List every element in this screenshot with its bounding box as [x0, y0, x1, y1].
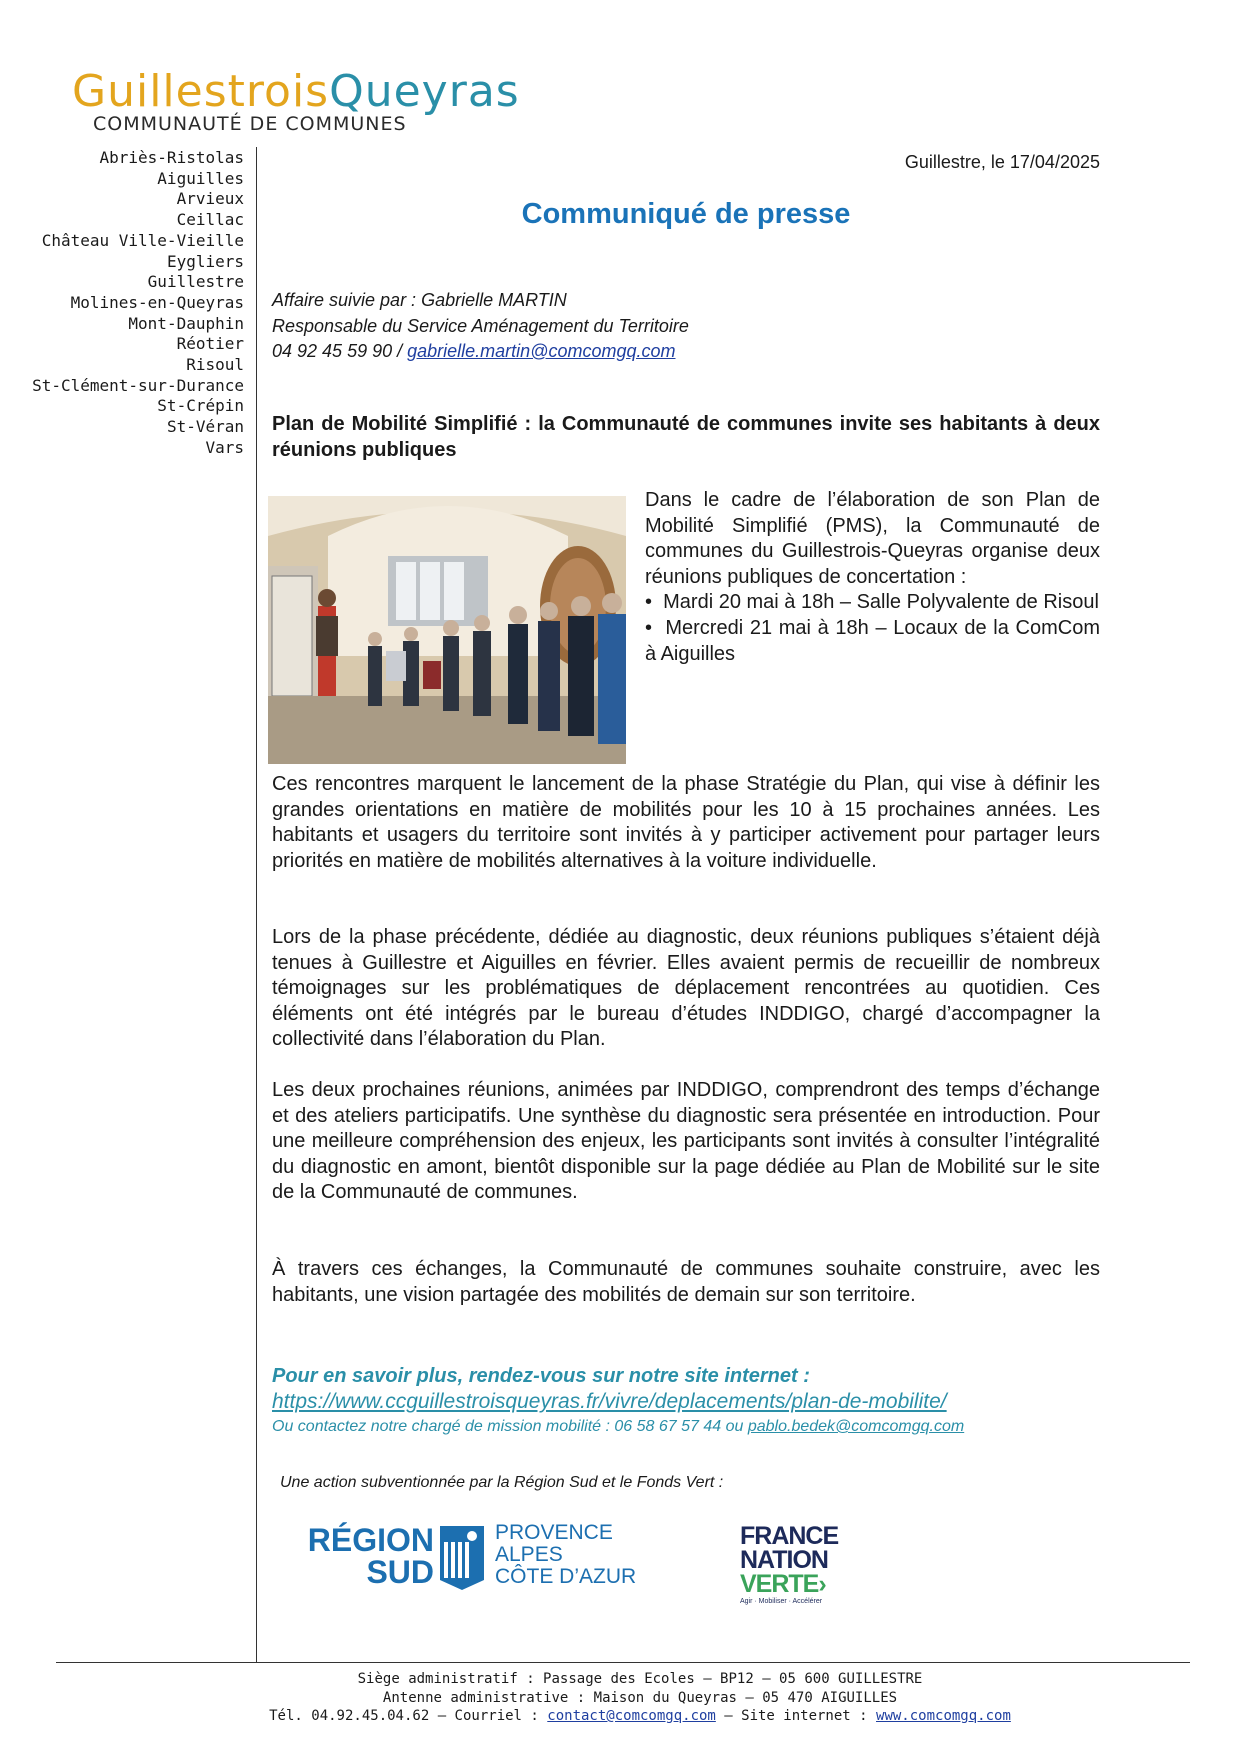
body-paragraph: À travers ces échanges, la Communauté de communes souhaite construire, avec les habitants, une vision partagée des mobilités de demain sur son territoire. — [272, 1258, 1100, 1306]
region-line2: SUD — [366, 1554, 434, 1590]
meeting-text: Mardi 20 mai à 18h – Salle Polyvalente de Risoul — [663, 591, 1099, 614]
page-title: Communiqué de presse — [521, 198, 851, 230]
region-name-provence: PROVENCE — [495, 1521, 613, 1544]
region-sud-wordmark — [294, 1524, 434, 1588]
commune-item: Molines-en-Queyras — [70, 292, 244, 312]
meeting-photo-illustration — [268, 496, 626, 764]
bullet-icon: • — [645, 616, 653, 639]
commune-item: St-Clément-sur-Durance — [32, 375, 244, 395]
document-date: Guillestre, le 17/04/2025 — [904, 152, 1100, 172]
meeting-text: Mercredi 21 mai à 18h – Locaux de la ComCom à Aiguilles — [645, 616, 1100, 665]
footer — [180, 1670, 1100, 1726]
contact-email-link[interactable]: gabrielle.martin@comcomgq.com — [407, 341, 676, 361]
logo-subtitle: COMMUNAUTÉ DE COMMUNES — [93, 113, 407, 135]
fnv-line2: NATION — [740, 1546, 828, 1574]
contact-line-phone — [272, 339, 689, 365]
fnv-wordmark — [740, 1524, 860, 1596]
sidebar-divider — [256, 147, 257, 1662]
contact-block — [272, 288, 689, 365]
fnv-arrow-icon: › — [818, 1570, 826, 1598]
footer-site-label: – Site internet : — [715, 1708, 877, 1724]
footer-website-link[interactable]: www.comcomgq.com — [876, 1708, 1011, 1724]
commune-item: Eygliers — [166, 251, 244, 271]
commune-item: Ceillac — [176, 210, 244, 230]
more-info-contact-text: Ou contactez notre chargé de mission mobilité : 06 58 67 57 44 ou — [272, 1418, 748, 1435]
press-heading: Plan de Mobilité Simplifié : la Communauté de communes invite ses habitants à deux réunions publiques — [272, 413, 1100, 461]
footer-line-contact — [180, 1707, 1100, 1726]
commune-item: Risoul — [186, 355, 244, 375]
logo-title — [72, 66, 520, 117]
commune-item: Château Ville-Vieille — [41, 230, 244, 250]
footer-line-headquarters: Siège administratif : Passage des Ecoles – BP12 – 05 600 GUILLESTRE — [357, 1671, 923, 1687]
body-paragraph: Les deux prochaines réunions, animées par INDDIGO, comprendront des temps d’échange et des ateliers participatifs. Une synthèse du diagnostic sera présentée en introduction. Pour une meilleure compréhension des enjeux, les participants sont invités à consulter l’intégralité du diagnostic en amont, bientôt disponible sur la page dédiée au Plan de Mobilité sur le site de la Communauté de communes. — [272, 1079, 1100, 1204]
region-name-cote: CÔTE D’AZUR — [495, 1565, 637, 1588]
fnv-line3: VERTE — [740, 1570, 819, 1598]
region-line1: RÉGION — [307, 1522, 434, 1558]
logo-part-queyras: Queyras — [329, 66, 520, 117]
commune-item: Arvieux — [176, 189, 244, 209]
region-sud-names — [495, 1522, 636, 1588]
mobility-email-link[interactable]: pablo.bedek@comcomgq.com — [747, 1418, 965, 1435]
fnv-line3-row — [740, 1572, 860, 1596]
bullet-icon: • — [645, 591, 653, 614]
commune-item: St-Véran — [166, 417, 244, 437]
commune-item: Vars — [205, 437, 244, 457]
commune-item: Guillestre — [147, 272, 244, 292]
more-info-contact — [272, 1415, 1100, 1439]
footer-email-link[interactable]: contact@comcomgq.com — [547, 1708, 716, 1724]
contact-line-role: Responsable du Service Aménagement du Territoire — [272, 315, 689, 336]
logo-part-guillestrois: Guillestrois — [72, 66, 330, 117]
region-name-alpes: ALPES — [495, 1543, 563, 1566]
footer-phone: Tél. 04.92.45.04.62 – Courriel : — [269, 1708, 548, 1724]
footer-divider — [56, 1662, 1190, 1663]
intro-text-block — [645, 488, 1100, 667]
commune-item: Réotier — [176, 334, 244, 354]
commune-item: St-Crépin — [157, 396, 244, 416]
intro-paragraph: Dans le cadre de l’élaboration de son Plan de Mobilité Simplifié (PMS), la Communauté de communes du Guillestrois-Queyras organise deux réunions publiques de concertation : — [645, 489, 1100, 588]
commune-item: Aiguilles — [157, 168, 244, 188]
region-sud-logo — [290, 1512, 637, 1602]
funding-note: Une action subventionnée par la Région Sud et le Fonds Vert : — [280, 1474, 724, 1491]
commune-item: Mont-Dauphin — [128, 313, 244, 333]
contact-line-person: Affaire suivie par : Gabrielle MARTIN — [272, 290, 567, 310]
commune-item: Abriès-Ristolas — [99, 148, 244, 167]
fnv-tagline: Agir · Mobiliser · Accélérer — [740, 1598, 823, 1605]
france-nation-verte-logo — [740, 1524, 860, 1604]
sidebar-communes-list — [0, 148, 244, 459]
more-info-title: Pour en savoir plus, rendez-vous sur notre site internet : — [272, 1365, 810, 1387]
contact-phone: 04 92 45 59 90 / — [272, 341, 408, 361]
more-info-block — [272, 1363, 1100, 1439]
meeting-list-item — [645, 616, 1100, 667]
footer-line-antenna: Antenne administrative : Maison du Queyras – 05 470 AIGUILLES — [382, 1689, 898, 1706]
body-paragraph: Ces rencontres marquent le lancement de la phase Stratégie du Plan, qui vise à définir les grandes orientations en matière de mobilités pour les 10 à 15 prochaines années. Les habitants et usagers du territoire sont invités à y participer activement pour partager leurs priorités en matière de mobilités alternatives à la voiture individuelle. — [272, 773, 1100, 872]
body-paragraph: Lors de la phase précédente, dédiée au diagnostic, deux réunions publiques s’étaient déjà tenues à Guillestre et Aiguilles en février. Elles avaient permis de recueillir de nombreux témoignages sur les problématiques de déplacement rencontrées au quotidien. Ces éléments ont été intégrés par le bureau d’études INDDIGO, chargé d’accompagner la collectivité dans l’élaboration du Plan. — [272, 926, 1100, 1051]
fnv-line1: FRANCE — [740, 1522, 839, 1550]
more-info-url-link[interactable]: https://www.ccguillestroisqueyras.fr/vivre/deplacements/plan-de-mobilite/ — [272, 1390, 947, 1413]
meeting-photo — [268, 496, 626, 764]
region-shield-icon — [440, 1526, 484, 1590]
meeting-list-item — [645, 590, 1100, 616]
